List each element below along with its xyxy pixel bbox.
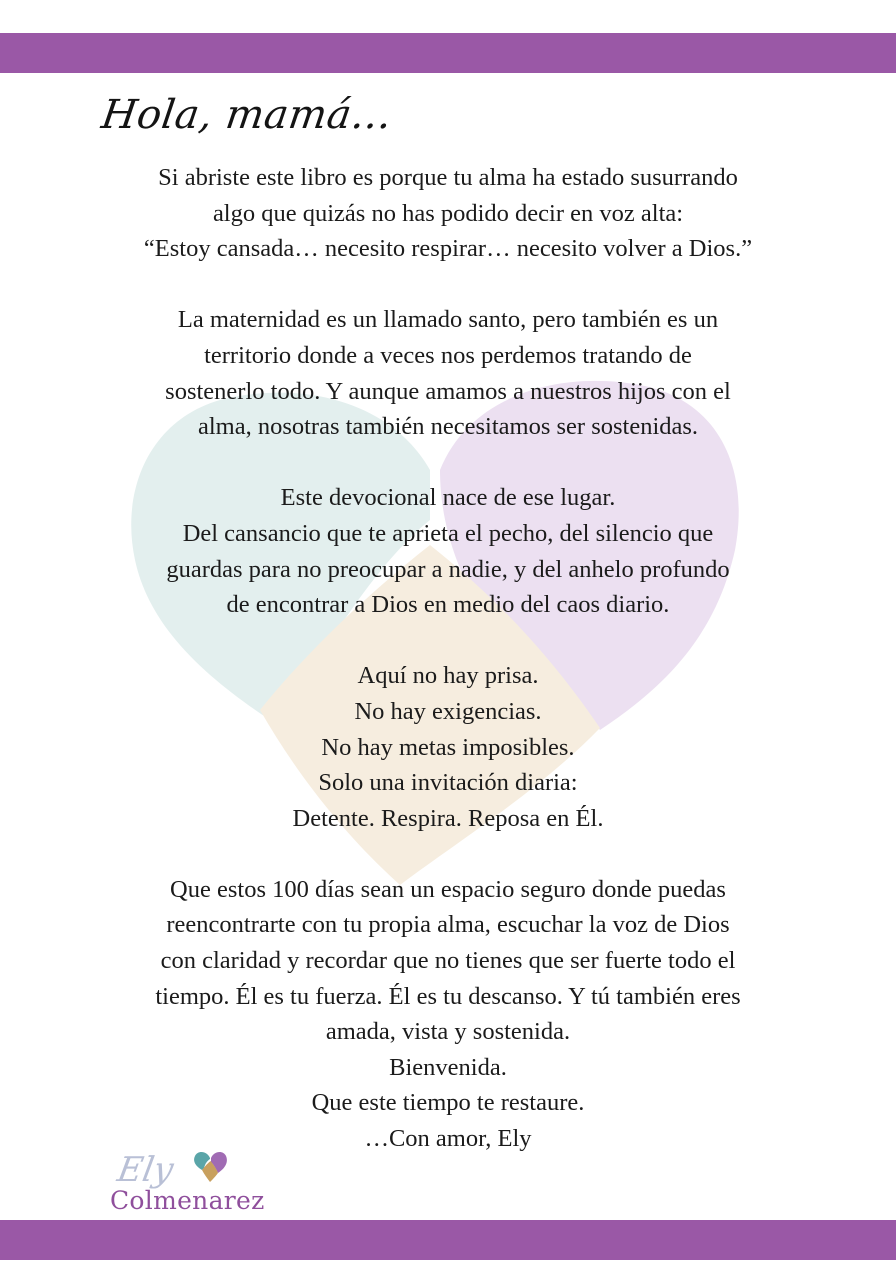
letter-body — [98, 160, 798, 1157]
paragraph-4 — [98, 658, 798, 836]
text-line: Que estos 100 días sean un espacio seguro donde puedas — [170, 875, 726, 903]
paragraph-5 — [98, 872, 798, 1157]
text-line: guardas para no preocupar a nadie, y del anhelo profundo — [166, 555, 730, 583]
brand-script: Ely — [114, 1150, 177, 1190]
text-line: No hay exigencias. — [354, 697, 542, 725]
brand-name: Colmenarez — [110, 1186, 265, 1215]
text-line: algo que quizás no has podido decir en voz alta: — [212, 199, 684, 227]
text-line: con claridad y recordar que no tienes que ser fuerte todo el — [160, 947, 736, 975]
text-line: territorio donde a veces nos perdemos tratando de — [204, 341, 692, 369]
text-line: Solo una invitación diaria: — [318, 769, 578, 797]
text-line: reencontrarte con tu propia alma, escuchar la voz de Dios — [166, 911, 730, 939]
greeting-heading: Hola, mamá… — [98, 92, 396, 138]
text-line: sostenerlo todo. Y aunque amamos a nuestros hijos con el — [165, 377, 731, 405]
text-line: No hay metas imposibles. — [321, 733, 575, 761]
text-line: Bienvenida. — [389, 1053, 507, 1081]
text-line: Este devocional nace de ese lugar. — [280, 484, 616, 512]
text-line: Que este tiempo te restaure. — [311, 1089, 585, 1117]
paragraph-2 — [98, 302, 798, 444]
text-line: amada, vista y sostenida. — [325, 1018, 571, 1046]
paragraph-3 — [98, 480, 798, 622]
text-line: “Estoy cansada… necesito respirar… necesito volver a Dios.” — [143, 235, 753, 263]
text-line: Si abriste este libro es porque tu alma ha estado susurrando — [158, 164, 738, 191]
heart-logo-icon — [192, 1150, 230, 1186]
paragraph-1 — [98, 160, 798, 267]
text-line: Detente. Respira. Reposa en Él. — [292, 804, 604, 832]
signature-line: …Con amor, Ely — [364, 1125, 532, 1153]
text-line: tiempo. Él es tu fuerza. Él es tu descanso. Y tú también eres — [155, 982, 741, 1010]
text-line: La maternidad es un llamado santo, pero también es un — [177, 306, 719, 334]
text-line: Del cansancio que te aprieta el pecho, del silencio que — [182, 519, 714, 547]
brand-logo — [110, 1148, 280, 1218]
bottom-purple-band — [0, 1220, 896, 1260]
text-line: de encontrar a Dios en medio del caos diario. — [226, 591, 670, 619]
text-line: alma, nosotras también necesitamos ser sostenidas. — [197, 413, 699, 441]
text-line: Aquí no hay prisa. — [357, 662, 539, 690]
